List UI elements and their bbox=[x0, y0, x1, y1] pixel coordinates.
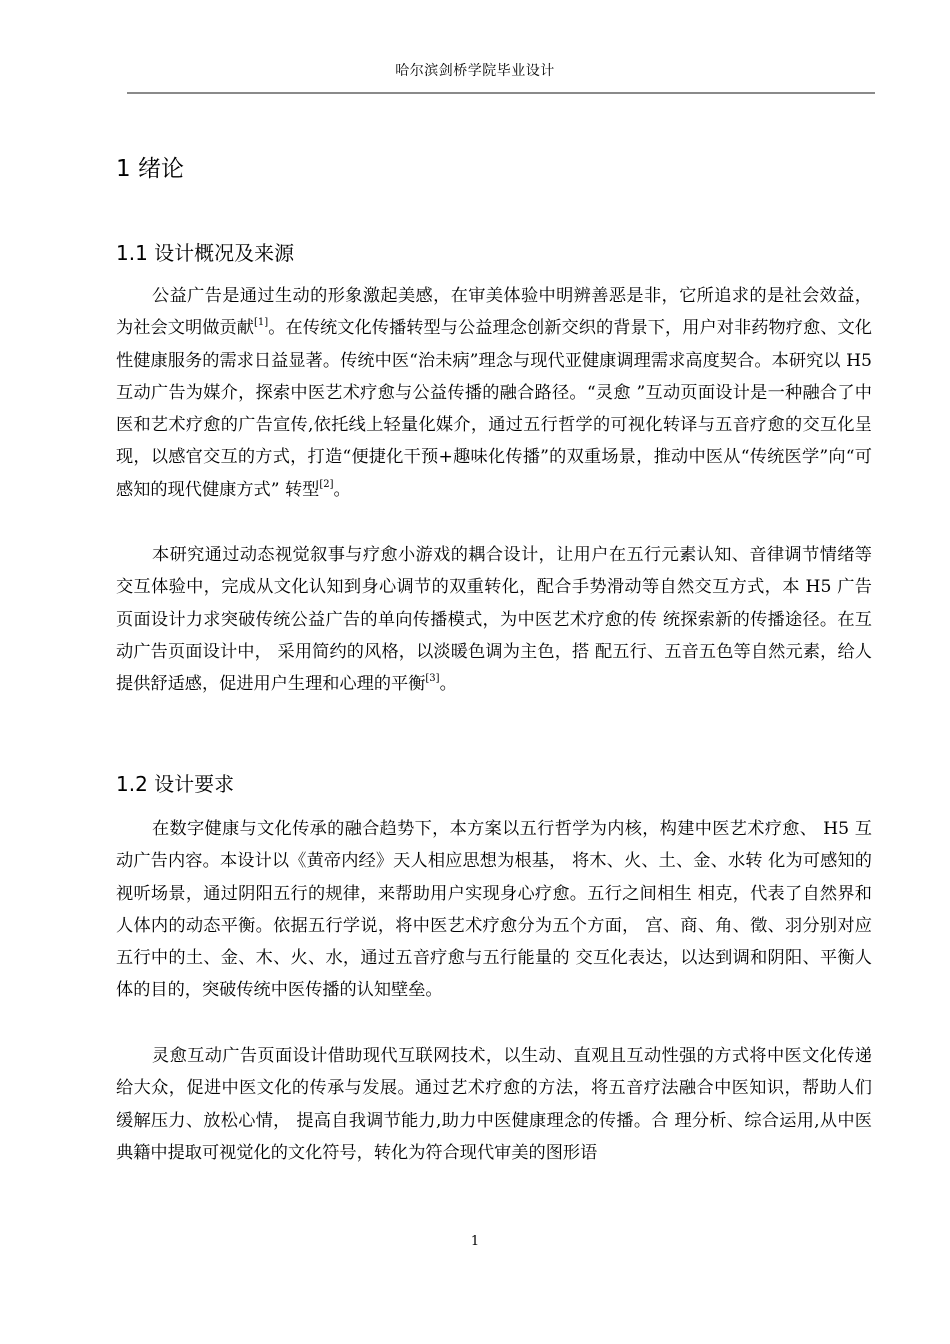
page-number: 1 bbox=[470, 1234, 480, 1249]
paragraph-text: 公益广告是通过生动的形象激起美感，在审美体验中明辨善恶是非，它所追求的是社会效益，为社会文明做贡献 bbox=[116, 286, 872, 339]
paragraph-1-1-b bbox=[116, 539, 872, 700]
citation-ref: [1] bbox=[254, 317, 269, 329]
citation-ref: [2] bbox=[319, 478, 334, 490]
paragraph-1-2-b: 灵愈互动广告页面设计借助现代互联网技术，以生动、直观且互动性强的方式将中医文化传递给大众，促进中医文化的传承与发展。通过艺术疗愈的方法，将五音疗法融合中医知识，帮助人们缓解压力、放松心情， 提高自我调节能力,助力中医健康理念的传播。合 理分析、综合运用,从中医典籍中提取可视觉化的文化符号，转化为符合现代审美的图形语 bbox=[116, 1046, 872, 1163]
running-header: 哈尔滨剑桥学院毕业设计 bbox=[395, 63, 555, 79]
section-heading-1-2: 1.2 设计要求 bbox=[116, 772, 235, 796]
paragraph-text: 。 bbox=[333, 479, 351, 500]
paragraph-text: 。在传统文化传播转型与公益理念创新交织的背景下，用户对非药物疗愈、文化性健康服务的需求日益显著。传统中医“治未病”理念与现代亚健康调理需求高度契合。本研究以 H5 互动广告为媒介，探索中医艺术疗愈与公益传播的融合路径。“灵愈 ”互动页面设计是一种融合了中医和艺术疗愈的广告宣传,依托线上轻量化媒介，通过五行哲学的可视化转译与五音疗愈的交互化呈现，以感官交互的方式，打造“便捷化干预+趣味化传播”的双重场景，推动中医从“传统医学”向“可感知的现代健康方式” 转型 bbox=[116, 318, 872, 500]
chapter-heading: 1 绪论 bbox=[116, 156, 184, 182]
paragraph-1-2-a: 在数字健康与文化传承的融合趋势下，本方案以五行哲学为内核，构建中医艺术疗愈、 H5 互动广告内容。本设计以《黄帝内经》天人相应思想为根基， 将木、火、土、金、水转 化为可感知的视听场景，通过阴阳五行的规律，来帮助用户实现身心疗愈。五行之间相生 相克，代表了自然界和人体内的动态平衡。依据五行学说，将中医艺术疗愈分为五个方面， 宫、商、角、徵、羽分别对应五行中的土、金、木、火、水，通过五音疗愈与五行能量的 交互化表达，以达到调和阴阳、平衡人体的目的，突破传统中医传播的认知壁垒。 bbox=[116, 819, 872, 1001]
citation-ref: [3] bbox=[425, 673, 440, 685]
paragraph-text: 本研究通过动态视觉叙事与疗愈小游戏的耦合设计，让用户在五行元素认知、音律调节情绪等交互体验中，完成从文化认知到身心调节的双重转化，配合手势滑动等自然交互方式，本 H5 广告页面设计力求突破传统公益广告的单向传播模式，为中医艺术疗愈的传 统探索新的传播途径。在互动广告页面设计中， 采用简约的风格，以淡暖色调为主色，搭 配五行、五音五色等自然元素，给人提供舒适感，促进用户生理和心理的平衡 bbox=[116, 545, 872, 695]
section-heading-1-1: 1.1 设计概况及来源 bbox=[116, 241, 295, 265]
paragraph-text: 。 bbox=[439, 674, 457, 695]
paragraph-1-1-a bbox=[116, 280, 872, 506]
header-divider bbox=[127, 92, 875, 94]
